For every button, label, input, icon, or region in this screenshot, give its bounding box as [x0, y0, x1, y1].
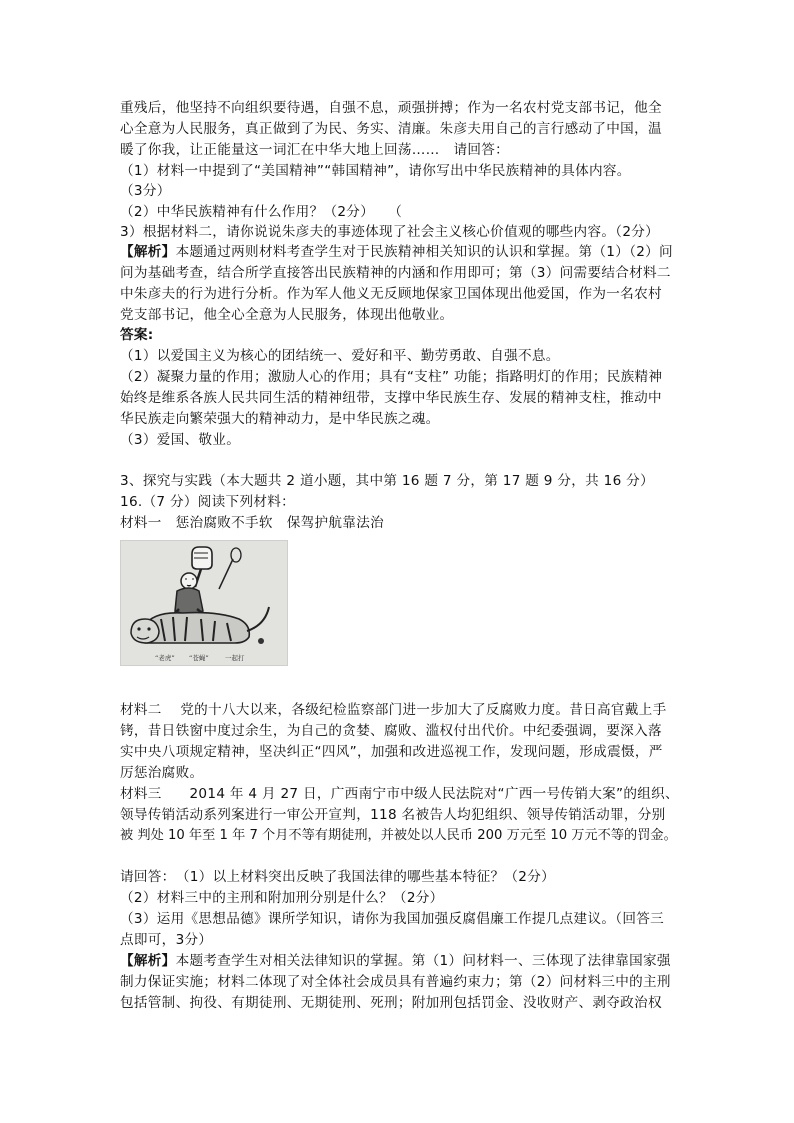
- analysis-tag: 【解析】: [120, 953, 176, 969]
- section-heading: 3、探究与实践（本大题共 2 道小题，其中第 16 题 7 分，第 17 题 9 分，共 16 分）: [120, 473, 654, 489]
- anti-corruption-cartoon: [120, 540, 288, 666]
- material-two-line: 厉惩治腐败。: [120, 765, 204, 781]
- analysis-line: 包括管制、拘役、有期徒刑、无期徒刑、死刑；附加刑包括罚金、没收财产、剥夺政治权: [120, 995, 662, 1011]
- question-line: （2）中华民族精神有什么作用？（2分） （: [120, 204, 403, 220]
- answer-line: 华民族走向繁荣强大的精神动力，是中华民族之魂。: [120, 411, 440, 427]
- question-line: 3）根据材料二，请你说说朱彦夫的事迹体现了社会主义核心价值观的哪些内容。（2分）: [120, 224, 660, 240]
- text-line: 重残后，他坚持不向组织要待遇，自强不息，顽强拼搏；作为一名农村党支部书记，他全: [120, 100, 662, 116]
- answer-line: （3）爱国、敬业。: [120, 432, 241, 448]
- analysis-tag: 【解析】: [120, 244, 176, 260]
- question-line: （3分）: [120, 183, 171, 199]
- analysis-line: 【解析】本题考查学生对相关法律知识的掌握。第（1）问材料一、三体现了法律靠国家强: [120, 953, 671, 969]
- text-line: 暖了你我，让正能量这一词汇在中华大地上回荡…… 请回答：: [120, 142, 510, 158]
- text-line: 心全意为人民服务，真正做到了为民、务实、清廉。朱彦夫用自己的言行感动了中国，温: [120, 121, 662, 137]
- question-line: （3）运用《思想品德》课所学知识，请你为我国加强反腐倡廉工作提几点建议。（回答三: [120, 911, 665, 927]
- answer-line: 始终是维系各族人民共同生活的精神纽带，支撑中华民族生存、发展的精神支柱，推动中: [120, 390, 662, 406]
- caption-tiger: “老虎”: [155, 654, 175, 662]
- question-line: 请回答： （1）以上材料突出反映了我国法律的哪些基本特征？（2分）: [120, 869, 556, 885]
- question-title: 16.（7 分）阅读下列材料：: [120, 494, 296, 510]
- question-line: （1）材料一中提到了“美国精神”“韩国精神”，请你写出中华民族精神的具体内容。: [120, 163, 631, 179]
- question-line: 点即可，3分）: [120, 932, 213, 948]
- caption-fly: “苍蝇”: [189, 654, 209, 662]
- material-three-line: 领导传销活动系列案进行一审公开宣判，118 名被告人均犯组织、领导传销活动罪，分别: [120, 807, 666, 823]
- material-two-line: 实中央八项规定精神，坚决纠正“四风”，加强和改进巡视工作，发现问题，形成震慑，严: [120, 744, 663, 760]
- cartoon-illustration: [121, 541, 287, 665]
- analysis-line: 【解析】本题通过两则材料考查学生对于民族精神相关知识的认识和掌握。第（1）（2）问: [120, 244, 673, 260]
- analysis-line: 党支部书记，他全心全意为人民服务，体现出他敬业。: [120, 307, 454, 323]
- answer-line: （2）凝聚力量的作用；激励人心的作用；具有“支柱” 功能；指路明灯的作用；民族精神: [120, 369, 663, 385]
- material-two-line: 材料二 党的十八大以来，各级纪检监察部门进一步加大了反腐败力度。昔日高官戴上手: [120, 702, 667, 718]
- analysis-line: 问为基础考查，结合所学直接答出民族精神的内涵和作用即可；第（3）问需要结合材料二: [120, 265, 671, 281]
- material-two-line: 铐，昔日铁窗中度过余生，为自己的贪婪、腐败、滥权付出代价。中纪委强调，要深入落: [120, 723, 662, 739]
- answer-heading: 答案:: [120, 327, 154, 343]
- analysis-line: 中朱彦夫的行为进行分析。作为军人他义无反顾地保家卫国体现出他爱国，作为一名农村: [120, 286, 662, 302]
- material-three-line: 被 判处 10 年至 1 年 7 个月不等有期徒刑，并被处以人民币 200 万元至 10 万元不等的罚金。: [120, 828, 677, 843]
- analysis-line: 制力保证实施；材料二体现了对全体社会成员具有普遍约束力；第（2）问材料三中的主刑: [120, 974, 671, 990]
- caption-together: 一起打: [225, 654, 245, 662]
- material-three-line: 材料三 2014 年 4 月 27 日，广西南宁市中级人民法院对“广西一号传销大案”的组织、: [120, 786, 679, 802]
- question-line: （2）材料三中的主刑和附加刑分别是什么？（2分）: [120, 890, 444, 906]
- answer-line: （1）以爱国主义为核心的团结统一、爱好和平、勤劳勇敢、自强不息。: [120, 348, 560, 364]
- material-one-title: 材料一 惩治腐败不手软 保驾护航靠法治: [120, 515, 384, 531]
